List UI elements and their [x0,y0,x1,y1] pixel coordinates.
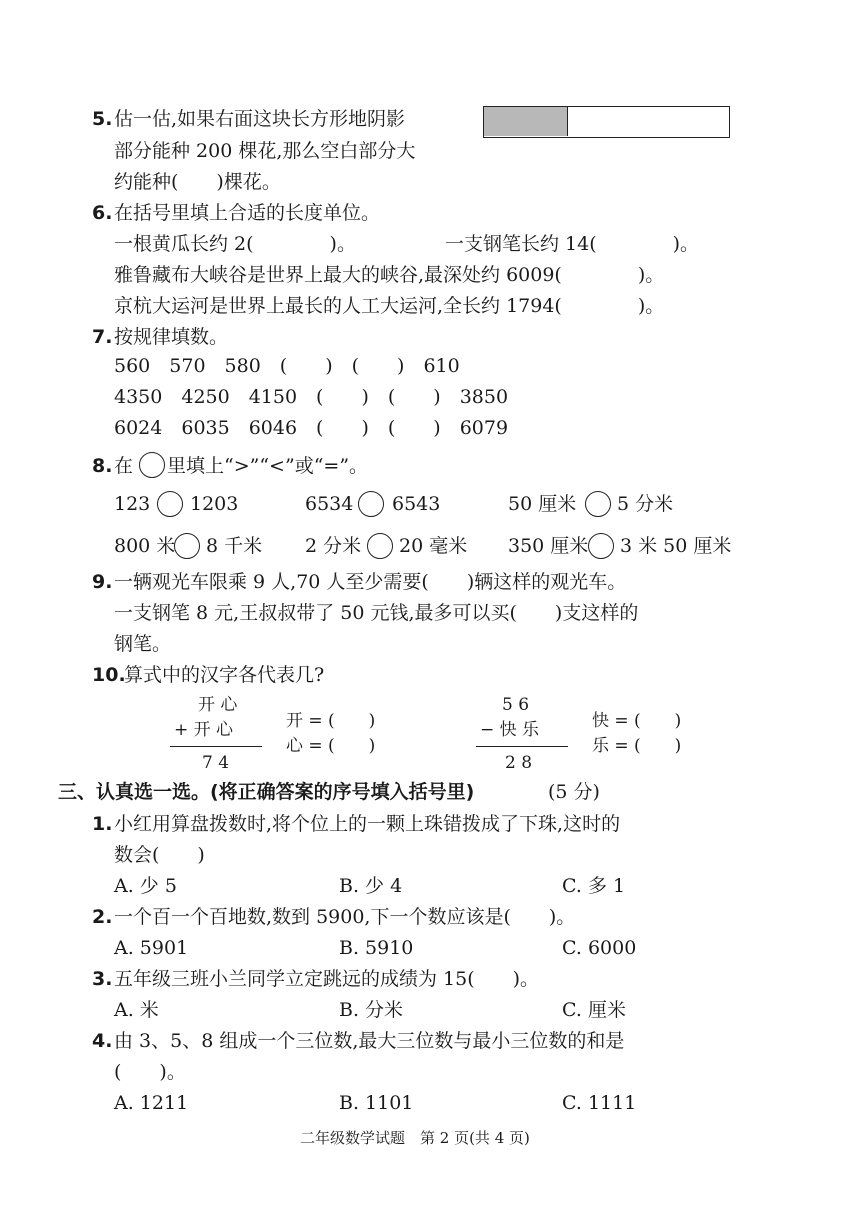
equation-result: 7 4 [202,753,230,773]
question-number: 3. [92,968,113,990]
rectangle-land-figure [483,106,730,138]
sequence-row: 4350 4250 4150 ( ) ( ) 3850 [114,386,509,408]
compare-right: 8 千米 [206,535,263,557]
compare-circle-icon [358,491,384,517]
question-text: 算式中的汉字各代表几? [124,664,325,686]
answer-slot: 心 = ( ) [286,736,376,756]
answer-line: 京杭大运河是世界上最长的人工大运河,全长约 1794( )。 [114,295,665,317]
answer-line: 雅鲁藏布大峡谷是世界上最大的峡谷,最深处约 6009( )。 [114,264,665,286]
question-number: 5. [92,108,113,130]
sequence-row: 560 570 580 ( ) ( ) 610 [114,355,460,377]
compare-right: 6543 [392,493,441,515]
question-text: 里填上“>”“<”或“=”。 [167,455,369,477]
answer-slot: 快 = ( ) [592,711,682,731]
equation-rule [170,746,262,747]
compare-left: 50 厘米 [508,493,577,515]
compare-right: 3 米 50 厘米 [620,535,732,557]
question-text: 在括号里填上合适的长度单位。 [114,202,381,224]
option-c: C. 厘米 [562,999,626,1021]
answer-slot: 乐 = ( ) [592,736,682,756]
option-a: A. 米 [114,999,159,1021]
question-text: 一个百一个百地数,数到 5900,下一个数应该是( )。 [114,906,576,928]
equation-result: 2 8 [505,753,533,773]
question-text: 数会( ) [114,844,205,866]
compare-right: 20 毫米 [399,535,468,557]
equation-middle: − 快 乐 [480,720,540,740]
option-a: A. 少 5 [114,875,177,897]
option-b: B. 5910 [339,937,414,959]
answer-line: 一根黄瓜长约 2( )。 [114,233,356,255]
compare-circle-icon [174,533,200,559]
compare-right: 1203 [190,493,239,515]
question-text: 在 [114,455,134,477]
question-text: 估一估,如果右面这块长方形地阴影 [114,108,406,130]
compare-left: 2 分米 [305,535,362,557]
option-c: C. 多 1 [562,875,626,897]
compare-left: 350 厘米 [508,535,589,557]
compare-left: 6534 [305,493,354,515]
compare-left: 800 米 [114,535,176,557]
compare-circle-icon [367,533,393,559]
sequence-row: 6024 6035 6046 ( ) ( ) 6079 [114,417,509,439]
question-text: 部分能种 200 棵花,那么空白部分大 [114,140,416,162]
equation-top: 5 6 [502,695,530,715]
question-text: 由 3、5、8 组成一个三位数,最大三位数与最小三位数的和是 [114,1030,625,1052]
question-number: 1. [92,813,113,835]
question-number: 8. [92,455,113,477]
compare-right: 5 分米 [617,493,674,515]
question-text: 一支钢笔 8 元,王叔叔带了 50 元钱,最多可以买( )支这样的 [114,602,639,624]
answer-slot: 开 = ( ) [286,711,376,731]
question-text: 一辆观光车限乘 9 人,70 人至少需要( )辆这样的观光车。 [114,571,627,593]
option-b: B. 少 4 [339,875,403,897]
compare-circle-icon [157,491,183,517]
option-a: A. 5901 [114,937,189,959]
compare-circle-icon [139,452,165,478]
answer-line: 一支钢笔长约 14( )。 [445,233,700,255]
section-score: (5 分) [548,781,600,803]
question-text: 小红用算盘拨数时,将个位上的一颗上珠错拨成了下珠,这时的 [114,813,621,835]
question-number: 9. [92,571,113,593]
question-number: 7. [92,326,113,348]
question-number: 6. [92,202,113,224]
question-text: 约能种( )棵花。 [114,171,281,193]
option-a: A. 1211 [114,1092,189,1114]
compare-circle-icon [585,491,611,517]
equation-rule [476,746,568,747]
option-b: B. 1101 [339,1092,414,1114]
equation-middle: + 开 心 [174,720,234,740]
question-number: 4. [92,1030,113,1052]
option-c: C. 1111 [562,1092,637,1114]
question-number: 2. [92,906,113,928]
page-footer: 二年级数学试题 第 2 页(共 4 页) [300,1129,530,1147]
compare-circle-icon [588,533,614,559]
section-title: 三、认真选一选。(将正确答案的序号填入括号里) [58,781,475,803]
question-text: ( )。 [114,1061,186,1083]
question-text: 按规律填数。 [114,326,229,348]
option-c: C. 6000 [562,937,637,959]
question-text: 五年级三班小兰同学立定跳远的成绩为 15( )。 [114,968,540,990]
question-number: 10. [92,664,126,686]
question-text: 钢笔。 [114,633,172,655]
shaded-part [484,107,568,136]
compare-left: 123 [114,493,151,515]
equation-top: 开 心 [198,695,238,715]
option-b: B. 分米 [339,999,404,1021]
